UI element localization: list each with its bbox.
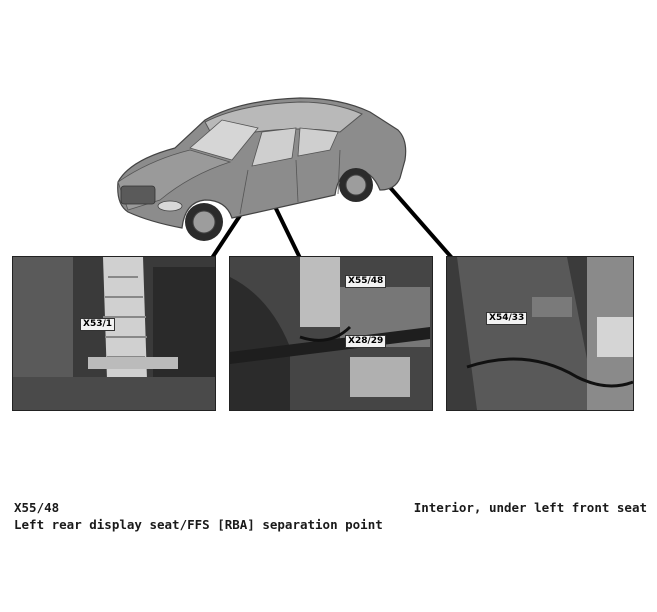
callout-x54-33: X54/33 — [486, 312, 527, 325]
caption-code: X55/48 — [14, 500, 60, 515]
callout-x55-48: X55/48 — [345, 275, 386, 288]
photo-panel-x53-1 — [12, 256, 216, 411]
photo-panel-x54-33 — [446, 256, 634, 411]
photo-panel-x55-48 — [229, 256, 433, 411]
caption-description: Left rear display seat/FFS [RBA] separation point — [14, 517, 383, 532]
callout-x28-29: X28/29 — [345, 335, 386, 348]
callout-x53-1: X53/1 — [80, 318, 115, 331]
caption-location: Interior, under left front seat — [413, 500, 647, 515]
